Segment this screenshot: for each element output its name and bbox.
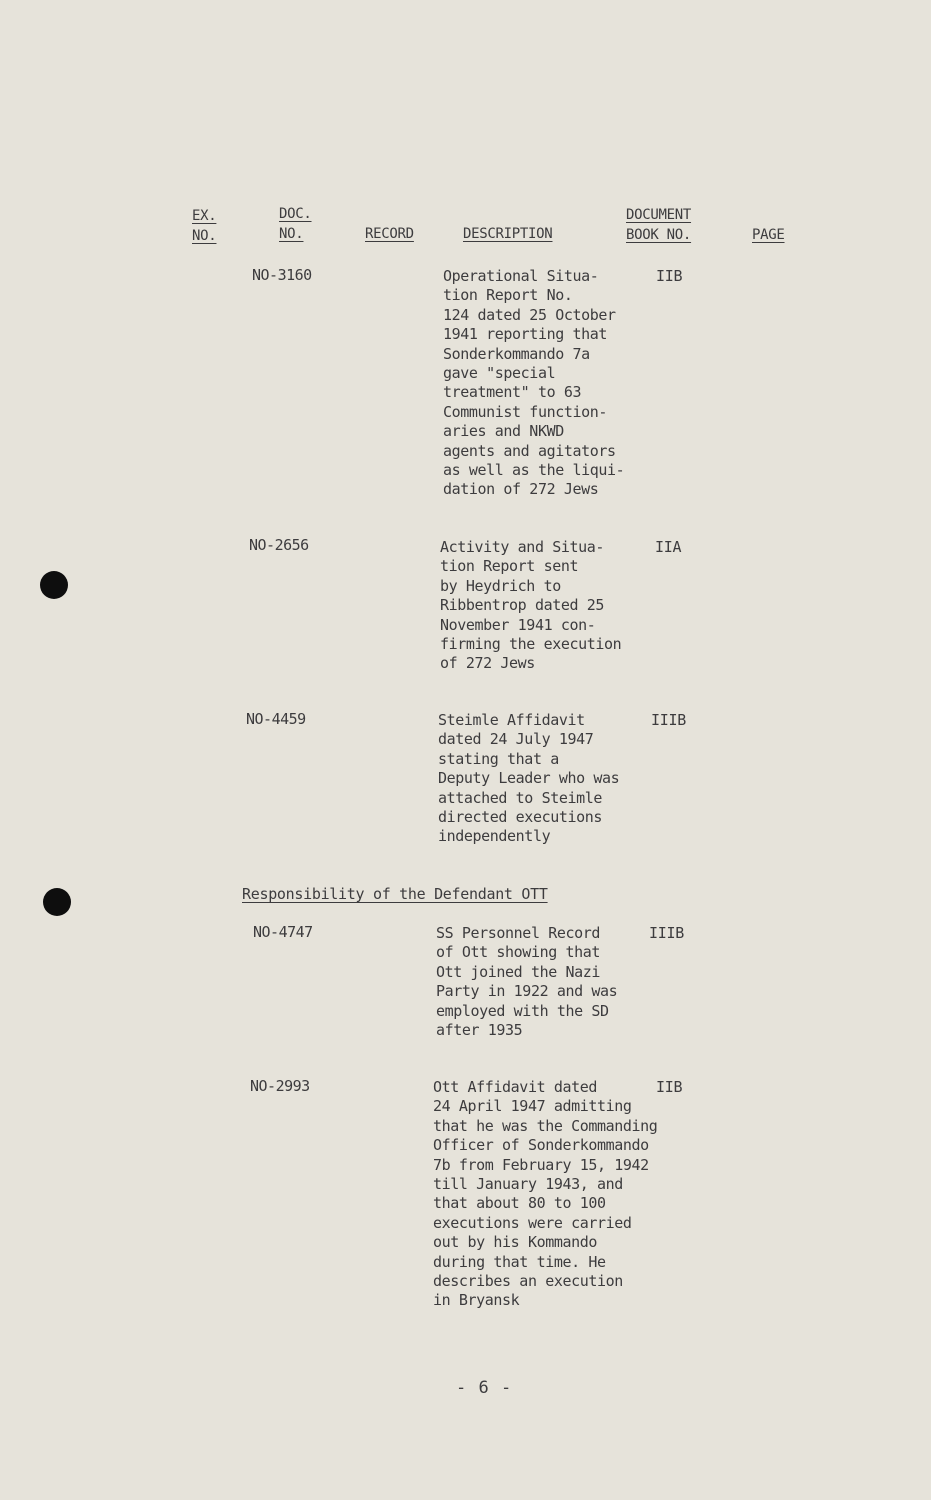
entry-description: Activity and Situa- tion Report sent by Heydrich to Ribbentrop dated 25 November 1941 con- firming the execution of 272 Jews: [440, 538, 622, 673]
punch-hole-bottom: [43, 888, 71, 916]
entry-book-no: IIB: [656, 1078, 683, 1096]
section-heading: Responsibility of the Defendant OTT: [242, 885, 548, 903]
entry-doc-no: NO-2993: [250, 1077, 310, 1095]
header-page: PAGE: [752, 227, 785, 243]
entry-doc-no: NO-4747: [253, 923, 313, 941]
entry-doc-no: NO-3160: [252, 266, 312, 284]
entry-doc-no: NO-2656: [249, 536, 309, 554]
entry-book-no: IIA: [655, 538, 682, 556]
header-description: DESCRIPTION: [463, 226, 553, 242]
punch-hole-top: [40, 571, 68, 599]
header-record: RECORD: [365, 226, 414, 242]
entry-doc-no: NO-4459: [246, 710, 306, 728]
header-document-book-no: DOCUMENT BOOK NO.: [626, 207, 692, 243]
entry-book-no: IIIB: [651, 711, 686, 729]
entry-description: Steimle Affidavit dated 24 July 1947 stating that a Deputy Leader who was attached to Steimle directed executions independently: [438, 711, 620, 846]
header-ex-no: EX. NO.: [192, 208, 217, 244]
entry-description: Ott Affidavit dated 24 April 1947 admitting that he was the Commanding Officer of Sonderkommando 7b from February 15, 1942 till January 1943, and that about 80 to 100 executions were carried out by his Kommando during that time. He describes an execution in Bryansk: [433, 1078, 658, 1310]
entry-description: SS Personnel Record of Ott showing that Ott joined the Nazi Party in 1922 and was employed with the SD after 1935: [436, 924, 618, 1040]
page-number: - 6 -: [456, 1378, 513, 1398]
entry-book-no: IIB: [656, 267, 683, 285]
entry-description: Operational Situa- tion Report No. 124 dated 25 October 1941 reporting that Sonderkommando 7a gave "special treatment" to 63 Communist function- aries and NKWD agents and agitators as well as the liqui- dation of 272 Jews: [443, 267, 625, 499]
entry-book-no: IIIB: [649, 924, 684, 942]
header-doc-no: DOC. NO.: [279, 206, 312, 242]
